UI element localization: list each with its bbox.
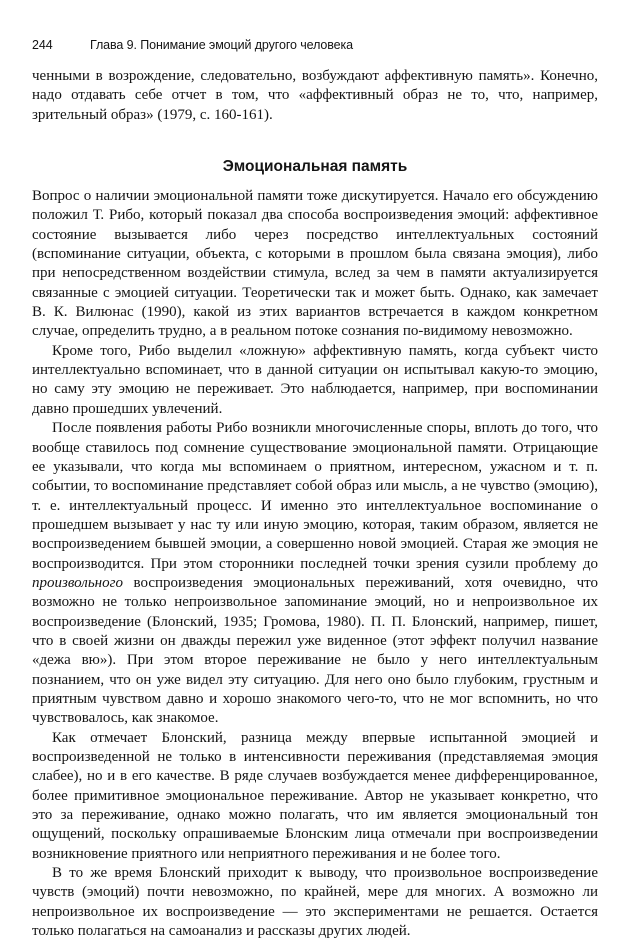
- paragraph-2: Кроме того, Рибо выделил «ложную» аффективную память, когда субъект чисто интеллектуально вспоминает, что в данной ситуации он испытывал какую-то эмоцию, но саму эту эмоцию не переживает. Это наблюдается, например, при воспоминании давно прошедших увлечений.: [32, 342, 598, 417]
- chapter-title: Глава 9. Понимание эмоций другого человека: [90, 38, 354, 52]
- paragraph-4: Как отмечает Блонский, разница между впервые испытанной эмоцией и воспроизведенной не только в интенсивности переживания (представляемая эмоция слабее), но и в его качестве. В ряде случаев возбуждается менее дифференцированное, более примитивное эмоциональное переживание. Автор не указывает конкретно, что это за переживание, однако можно полагать, что им является эмоциональный тон ощущений, поскольку опрашиваемые Блонским лица отмечали при воспроизведении возникновение приятного или неприятного переживания и не более того.: [32, 729, 598, 862]
- paragraph-3: [32, 419, 598, 729]
- paragraph-3-part-2: воспроизведения эмоциональных переживаний, хотя очевидно, что возможно не только непроизвольное запоминание эмоций, но и непроизвольное их воспроизведение (Блонский, 1935; Громова, 1980). П. П. Блонский, например, пишет, что в своей жизни он дважды пережил уже виденное (этот эффект получил название «дежа вю»). При этом второе переживание не было у него интеллектуальным познанием, что он уже видел эту ситуацию. Для него оно было глубоким, грустным и приятным чувством давно и хорошо знакомого чего-то, что не мог вспомнить, но что чувствовалось, как знакомое.: [32, 574, 598, 727]
- italic-term: произвольного: [32, 574, 123, 591]
- running-head: [32, 34, 598, 56]
- paragraph-3-part-1: После появления работы Рибо возникли многочисленные споры, вплоть до того, что вообще ставилось под сомнение существование эмоциональной памяти. Отрицающие ее указывали, что когда мы вспоминаем о приятном, интересном, ужасном и т. п. событии, то воспоминание представляет собой образ или мысль, а не чувство (эмоцию), т. е. интеллектуальный процесс. И именно это интеллектуальное воспоминание о прошедшем вызывает у нас ту или иную эмоцию, которая, таким образом, является не воспроизведением бывшей эмоции, а совершенно новой эмоцией. Старая же эмоция не воспроизводится. При этом сторонники последней точки зрения сузили проблему до: [32, 420, 598, 572]
- continuation-paragraph: ченными в возрождение, следовательно, возбуждают аффективную память». Конечно, надо отдавать себе отчет в том, что «аффективный образ не то, что, например, зрительный образ» (1979, с. 160-161).: [32, 68, 598, 123]
- paragraph-5: В то же время Блонский приходит к выводу, что произвольное воспроизведение чувств (эмоций) почти невозможно, по крайней, мере для многих. А возможно ли непроизвольное их воспроизведение — это экспериментами не решается. Остается только полагаться на самоанализ и рассказы других людей.: [32, 865, 598, 940]
- page-number: 244: [32, 38, 53, 52]
- section-heading: Эмоциональная память: [222, 158, 408, 176]
- body-text: [32, 67, 598, 941]
- book-page: [32, 34, 598, 941]
- paragraph-1: Вопрос о наличии эмоциональной памяти тоже дискутируется. Начало его обсуждению положил Т. Рибо, который показал два способа воспроизведения эмоций: аффективное состояние вызывается либо через посредство интеллектуальных состояний (вспоминание ситуации, объекта, с которыми в прошлом была связана эмоция), либо при непосредственном воздействии стимула, вслед за чем в памяти актуализируется связанные с эмоцией ситуации. Теоретически так и может быть. Однако, как замечает В. К. Вилюнас (1990), какой из этих вариантов встречается в каждом конкретном случае, определить трудно, а в реальном потоке сознания по-видимому невозможно.: [32, 188, 598, 340]
